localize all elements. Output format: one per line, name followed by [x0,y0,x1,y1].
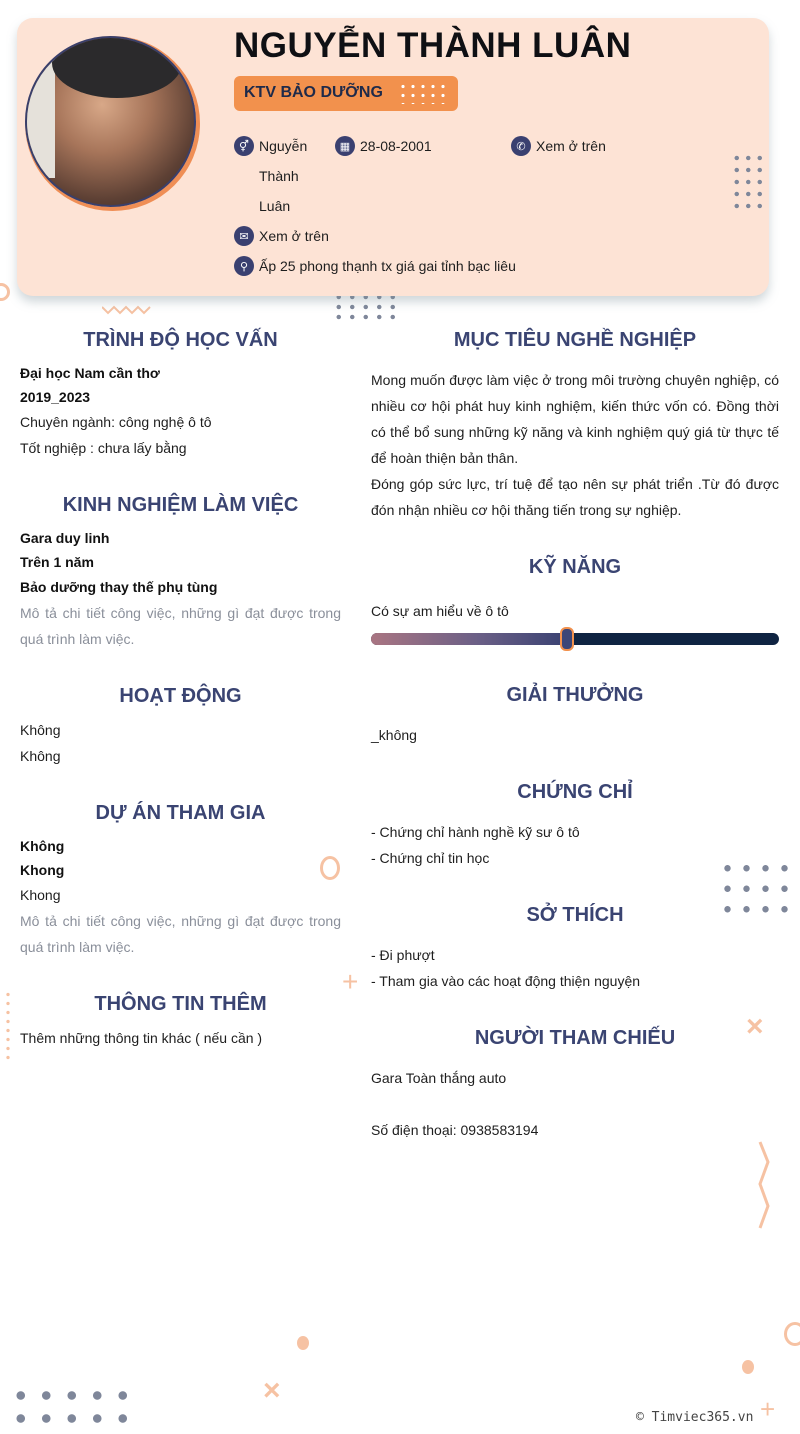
education-school: Đại học Nam cần thơ [20,365,160,381]
birthdate-text: 28-08-2001 [360,138,432,154]
education-years: 2019_2023 [20,389,91,405]
skill-bar-fill [371,633,567,645]
more-info-title: THÔNG TIN THÊM [94,993,267,1015]
more-info-text: Thêm những thông tin khác ( nếu cần ) [20,1030,263,1046]
skill-label: Có sự am hiểu về ô tô [371,603,509,619]
phone-text: Xem ở trên [536,138,606,154]
location-icon: ⚲ [234,256,254,276]
position-label: KTV BẢO DƯỠNG [244,84,383,101]
activity-item: Không [20,722,61,738]
avatar-cap [52,36,182,98]
projects-title: DỰ ÁN THAM GIA [95,802,266,824]
experience-company: Gara duy linh [20,530,110,546]
info-address [234,258,516,281]
footer-watermark: © Timviec365.vn [636,1410,754,1425]
skills-title: KỸ NĂNG [528,556,622,578]
education-status: Tốt nghiệp : chưa lấy bằng [20,440,187,456]
objective-title: MỤC TIÊU NGHỀ NGHIỆP [453,329,697,351]
info-email [234,228,329,251]
project-detail: Khong [20,887,61,903]
project-description: Mô tả chi tiết công việc, những gì đạt được trong quá trình làm việc. [20,913,341,955]
avatar-background [27,58,55,178]
awards-title: GIẢI THƯỞNG [506,684,644,706]
calendar-icon: ▦ [335,136,355,156]
deco-ring-mid [320,856,340,880]
gender-icon: ⚥ [234,136,254,156]
certificates-title: CHỨNG CHỈ [517,781,633,803]
deco-dots-left-vertical [4,990,12,1060]
certificate-item: - Chứng chỉ tin học [371,850,490,866]
reference-phone: Số điện thoại: 0938583194 [371,1122,539,1138]
info-birthdate [335,138,432,161]
deco-x-bottom: × [263,1374,281,1407]
deco-dot-2 [742,1360,754,1374]
objective-paragraph-1: Mong muốn được làm việc ở trong môi trường chuyên nghiệp, có nhiều cơ hội phát huy kinh nghiệm, kiến thức vốn có. Đồng thời có thể bổ sung những kỹ năng và kinh nghiệm quý giá từ thực tế để hoàn thiện bản thân. [371,372,779,466]
position-badge [234,76,458,111]
email-text: Xem ở trên [259,228,329,244]
phone-icon: ✆ [511,136,531,156]
deco-dots-header-bottom [332,292,396,324]
hobby-item: - Tham gia vào các hoạt động thiện nguyện [371,973,641,989]
deco-ring-br [784,1322,800,1346]
deco-plus-mid: + [342,966,359,997]
awards-text: _không [371,727,417,743]
project-name: Không [20,838,65,854]
avatar [25,36,196,207]
deco-dots-bottom-left [8,1384,136,1430]
experience-title: KINH NGHIỆM LÀM VIỆC [62,494,299,516]
hobbies-title: SỞ THÍCH [526,904,624,926]
skill-bar-track [371,633,779,645]
education-title: TRÌNH ĐỘ HỌC VẤN [83,329,278,351]
experience-role: Bảo dưỡng thay thế phụ tùng [20,579,218,595]
candidate-name: NGUYỄN THÀNH LUÂN [234,26,632,65]
skill-bar-knob [560,627,574,651]
project-role: Khong [20,862,65,878]
deco-dots-header-right [731,152,765,210]
experience-duration: Trên 1 năm [20,554,94,570]
address-text: Ấp 25 phong thạnh tx giá gai tỉnh bạc liêu [259,258,516,274]
info-name [234,138,307,221]
certificate-item: - Chứng chỉ hành nghề kỹ sư ô tô [371,824,580,840]
hobby-item: - Đi phượt [371,947,435,963]
activities-title: HOẠT ĐỘNG [119,685,242,707]
reference-company: Gara Toàn thắng auto [371,1070,507,1086]
deco-plus-bottom: + [760,1394,776,1424]
name-line-3: Luân [259,198,291,214]
deco-zigzag-top [102,303,152,315]
name-line-1: Nguyễn [259,138,308,154]
deco-ring-left [0,283,10,301]
info-name-text [259,131,307,221]
objective-paragraph-2: Đóng góp sức lực, trí tuệ để tạo nên sự phát triển .Từ đó được đón nhận nhiều cơ hội thăng tiến trong sự nghiệp. [371,476,779,518]
references-title: NGƯỜI THAM CHIẾU [474,1027,676,1049]
pill-dots-decoration [398,82,450,104]
education-major: Chuyên ngành: công nghệ ô tô [20,414,212,430]
deco-zigzag-right [756,1140,772,1230]
info-phone [511,138,606,161]
activity-item: Không [20,748,61,764]
deco-x-right: × [746,1010,764,1043]
email-icon: ✉ [234,226,254,246]
experience-description: Mô tả chi tiết công việc, những gì đạt được trong quá trình làm việc. [20,605,341,647]
deco-dot-1 [297,1336,309,1350]
name-line-2: Thành [259,168,299,184]
